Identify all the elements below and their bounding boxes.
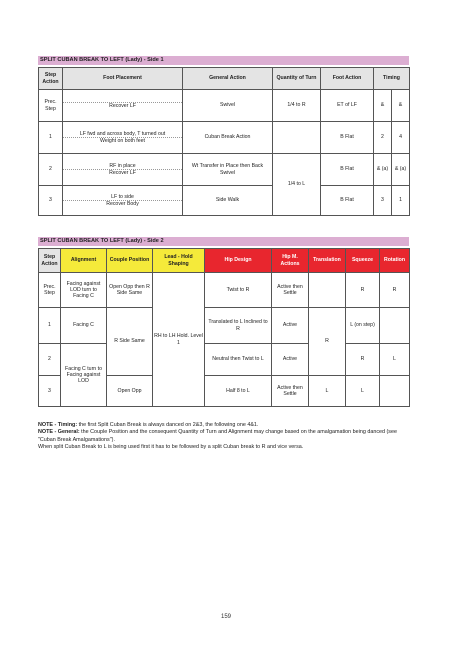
step-cell: 3 — [39, 186, 63, 216]
hip-actions-cell: Active then Settle — [272, 273, 309, 308]
rotation-cell: L — [380, 344, 410, 376]
squeeze-cell: R — [346, 273, 380, 308]
quantity-turn-cell: 1/4 to R — [273, 90, 321, 122]
quantity-turn-cell: 1/4 to L — [273, 154, 321, 216]
header-translation: Translation — [309, 249, 346, 273]
note-extra: When split Cuban Break to L is being used first it has to be followed by a split Cuban break to R and vice versa. — [38, 444, 304, 451]
header-hip-design: Hip Design — [205, 249, 272, 273]
foot-action-cell: B Flat — [321, 154, 374, 186]
table-row — [39, 308, 410, 344]
timing-cell: & (a) — [392, 154, 410, 186]
translation-cell — [309, 273, 346, 308]
page-number: 159 — [220, 614, 231, 620]
table-row — [39, 344, 410, 376]
header-step-action: Step Action — [39, 68, 63, 90]
couple-position-cell: R Side Same — [107, 308, 153, 376]
rotation-cell — [380, 308, 410, 344]
header-rotation: Rotation — [380, 249, 410, 273]
step-cell: 3 — [39, 376, 61, 407]
timing-cell: 2 — [374, 122, 392, 154]
foot-action-cell: B Flat — [321, 186, 374, 216]
translation-cell: R — [309, 308, 346, 376]
squeeze-cell: L (on step) — [346, 308, 380, 344]
header-lead-hold-shaping: Lead - Hold Shaping — [153, 249, 205, 273]
timing-cell: & (a) — [374, 154, 392, 186]
squeeze-cell: R — [346, 344, 380, 376]
couple-position-cell: Open Opp — [107, 376, 153, 407]
foot-placement-cell: LF fwd and across body, T turned out Weight on both feet — [63, 122, 183, 154]
section1-title: SPLIT CUBAN BREAK TO LEFT (Lady) - Side 1 — [38, 56, 409, 65]
header-step-action: Step Action — [39, 249, 61, 273]
notes — [38, 422, 412, 452]
timing-cell: 3 — [374, 186, 392, 216]
header-alignment: Alignment — [61, 249, 107, 273]
section1-table — [38, 67, 410, 216]
foot-placement-cell: Recover LF — [63, 90, 183, 122]
table-row — [39, 273, 410, 308]
foot-placement-cell: LF to side Recover Body — [63, 186, 183, 216]
squeeze-cell: L — [346, 376, 380, 407]
hip-design-cell: Half 8 to L — [205, 376, 272, 407]
table-row — [39, 90, 410, 122]
step-cell: 2 — [39, 154, 63, 186]
header-couple-position: Couple Position — [107, 249, 153, 273]
table-row — [39, 122, 410, 154]
hip-design-cell: Twist to R — [205, 273, 272, 308]
general-action-cell: Cuban Break Action — [183, 122, 273, 154]
note-timing: NOTE - Timing: the first Split Cuban Break is always danced on 2&3, the following one 4&1. — [38, 422, 259, 428]
table-row — [39, 154, 410, 186]
note-general: NOTE - General: the Couple Position and the consequent Quantity of Turn and Alignment may change based on the amalgamation being danced (see "Cuban Break Amalgamations"). — [38, 429, 398, 443]
hip-design-cell: Neutral then Twist to L — [205, 344, 272, 376]
section2-title: SPLIT CUBAN BREAK TO LEFT (Lady) - Side 2 — [38, 237, 409, 246]
step-cell: Prec. Step — [39, 90, 63, 122]
timing-cell: & — [392, 90, 410, 122]
quantity-turn-cell — [273, 122, 321, 154]
foot-placement-cell: RF in place Recover LF — [63, 154, 183, 186]
hip-actions-cell: Active — [272, 308, 309, 344]
hip-actions-cell: Active then Settle — [272, 376, 309, 407]
step-cell: Prec. Step — [39, 273, 61, 308]
header-hip-actions: Hip M. Actions — [272, 249, 309, 273]
header-timing: Timing — [374, 68, 410, 90]
alignment-cell: Facing C — [61, 308, 107, 344]
timing-cell: & — [374, 90, 392, 122]
foot-action-cell: B Flat — [321, 122, 374, 154]
general-action-cell: Wt Transfer in Place then Back Swivel — [183, 154, 273, 186]
timing-cell: 4 — [392, 122, 410, 154]
header-quantity-turn: Quantity of Turn — [273, 68, 321, 90]
general-action-cell: Swivel — [183, 90, 273, 122]
rotation-cell: R — [380, 273, 410, 308]
lead-hold-cell: RH to LH Hold. Level 1 — [153, 273, 205, 407]
hip-design-cell: Translated to L Inclined to R — [205, 308, 272, 344]
step-cell: 2 — [39, 344, 61, 376]
header-squeeze: Squeeze — [346, 249, 380, 273]
section2-table — [38, 248, 410, 407]
header-general-action: General Action — [183, 68, 273, 90]
timing-cell: 1 — [392, 186, 410, 216]
alignment-cell: Facing against LOD turn to Facing C — [61, 273, 107, 308]
step-cell: 1 — [39, 308, 61, 344]
step-cell: 1 — [39, 122, 63, 154]
hip-actions-cell: Active — [272, 344, 309, 376]
alignment-cell: Facing C turn to Facing against LOD — [61, 344, 107, 407]
foot-action-cell: ET of LF — [321, 90, 374, 122]
couple-position-cell: Open Opp then R Side Same — [107, 273, 153, 308]
table-row — [39, 186, 410, 216]
translation-cell: L — [309, 376, 346, 407]
header-foot-action: Foot Action — [321, 68, 374, 90]
header-foot-placement: Foot Placement — [63, 68, 183, 90]
general-action-cell: Side Walk — [183, 186, 273, 216]
rotation-cell — [380, 376, 410, 407]
